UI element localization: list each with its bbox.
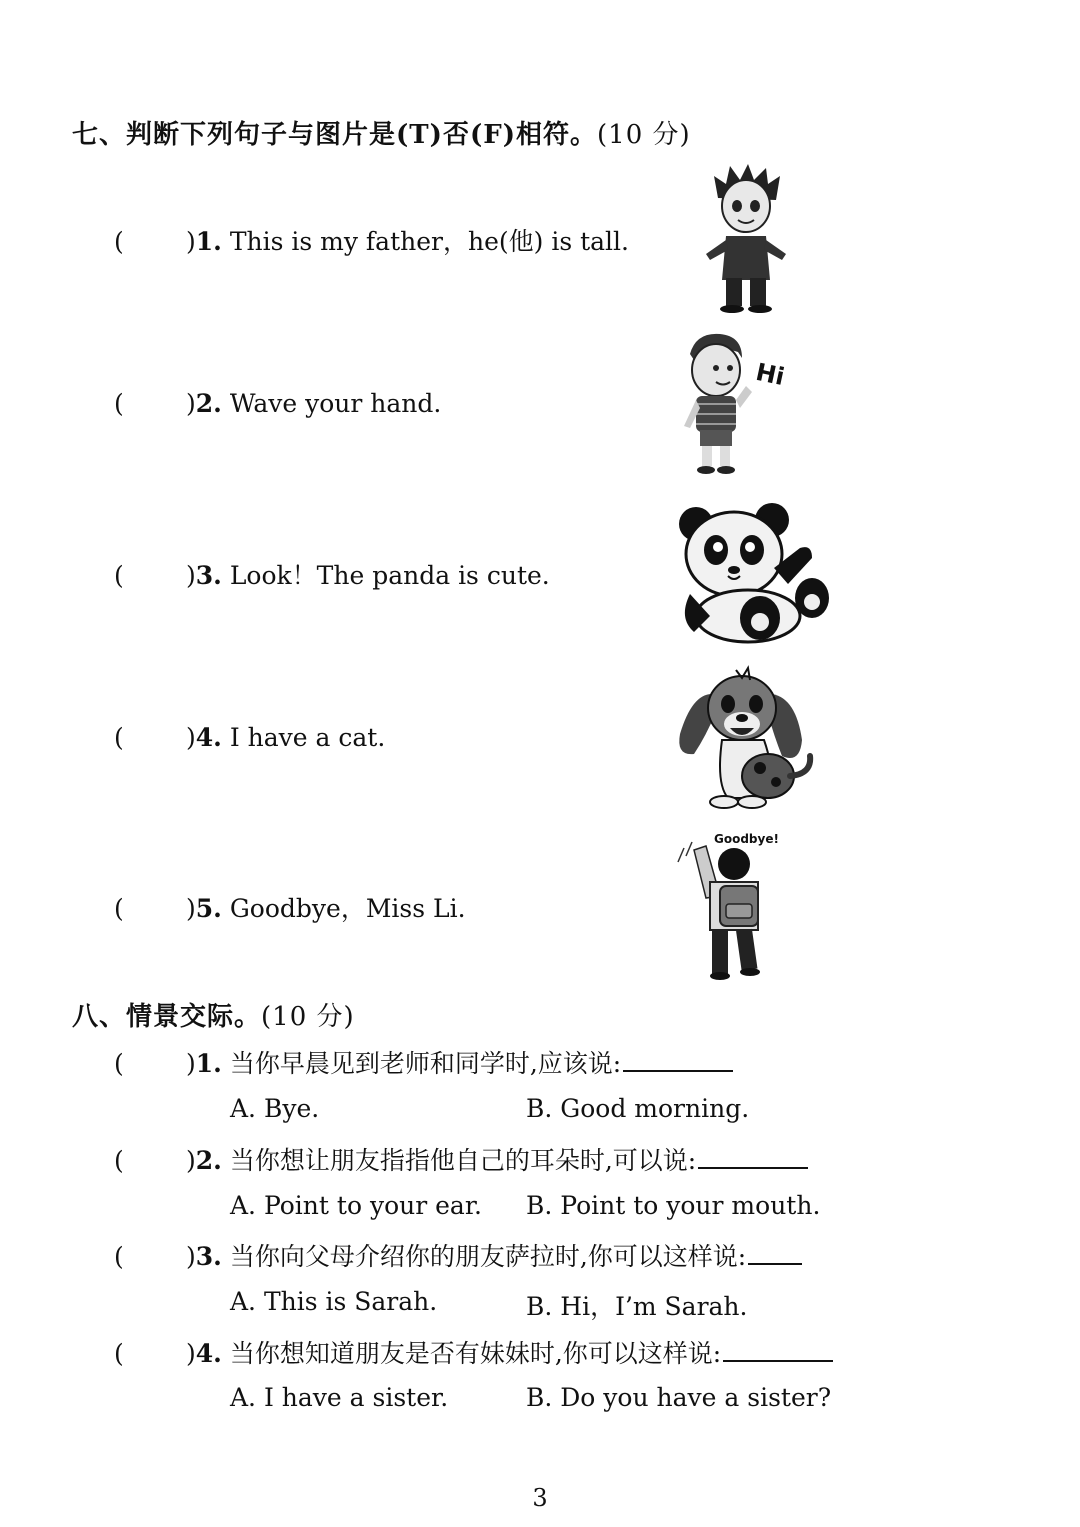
item-number: 4. — [195, 1339, 222, 1368]
answer-blank-close: ) — [186, 1049, 196, 1078]
answer-blank-open[interactable]: ( — [114, 894, 124, 923]
section7-points: (10 分) — [597, 120, 691, 150]
option-b: B. Hi，I’m Sarah. — [526, 1292, 748, 1321]
answer-blank-open[interactable]: ( — [114, 723, 124, 752]
option-b: B. Point to your mouth. — [526, 1191, 821, 1220]
judge-item-4 — [114, 723, 385, 752]
answer-blank-close: ) — [186, 1242, 196, 1271]
judge-item-5 — [114, 889, 466, 925]
judge-item-3 — [114, 556, 550, 592]
section7-heading — [72, 114, 691, 151]
option-b: B. Do you have a sister? — [526, 1383, 832, 1412]
item-number: 4. — [195, 723, 222, 752]
dialogue-item-3 — [114, 1237, 802, 1273]
item-number: 1. — [195, 1049, 222, 1078]
item-text: I have a cat. — [229, 723, 386, 752]
answer-blank-close: ) — [186, 894, 196, 923]
dialogue-item-2 — [114, 1141, 808, 1177]
option-a: A. I have a sister. — [230, 1383, 449, 1412]
option-a: A. Bye. — [230, 1094, 320, 1123]
answer-blank-open[interactable]: ( — [114, 561, 124, 590]
item-number: 3. — [195, 561, 222, 590]
answer-blank-open[interactable]: ( — [114, 1146, 124, 1175]
section7-title: 七、判断下列句子与图片是(T)否(F)相符。 — [72, 120, 598, 150]
tall-boy-icon — [696, 162, 796, 314]
option-b: B. Good morning. — [526, 1094, 750, 1123]
dialogue-item-4 — [114, 1334, 833, 1370]
item-text: This is my father，he(他) is tall. — [229, 227, 629, 256]
answer-line[interactable] — [623, 1048, 733, 1072]
page-number: 3 — [532, 1484, 548, 1512]
answer-blank-close: ) — [186, 561, 196, 590]
child-waving-goodbye-icon — [672, 826, 792, 982]
item-prompt: 当你想让朋友指指他自己的耳朵时,可以说: — [229, 1146, 697, 1175]
item-text: Goodbye，Miss Li. — [229, 894, 466, 923]
section8-heading — [72, 996, 355, 1033]
answer-blank-close: ) — [186, 389, 196, 418]
boy-saying-hi-icon — [676, 330, 796, 478]
answer-line[interactable] — [748, 1241, 802, 1265]
answer-line[interactable] — [698, 1145, 808, 1169]
item-number: 2. — [195, 389, 222, 418]
item-number: 1. — [195, 227, 222, 256]
answer-blank-close: ) — [186, 1146, 196, 1175]
answer-line[interactable] — [723, 1338, 833, 1362]
item-text: Look！The panda is cute. — [229, 561, 550, 590]
judge-item-1 — [114, 222, 629, 258]
item-prompt: 当你想知道朋友是否有妹妹时,你可以这样说: — [229, 1339, 722, 1368]
goodbye-bubble-text: Goodbye! — [714, 832, 779, 846]
item-text: Wave your hand. — [229, 389, 442, 418]
answer-blank-close: ) — [186, 723, 196, 752]
item-number: 3. — [195, 1242, 222, 1271]
hi-bubble-text: Hi — [753, 357, 787, 392]
answer-blank-open[interactable]: ( — [114, 1049, 124, 1078]
section8-points: (10 分) — [261, 1002, 355, 1032]
answer-blank-open[interactable]: ( — [114, 227, 124, 256]
dog-icon — [672, 664, 822, 812]
item-prompt: 当你早晨见到老师和同学时,应该说: — [229, 1049, 622, 1078]
panda-icon — [676, 498, 832, 644]
item-prompt: 当你向父母介绍你的朋友萨拉时,你可以这样说: — [229, 1242, 747, 1271]
answer-blank-open[interactable]: ( — [114, 389, 124, 418]
dialogue-item-1 — [114, 1044, 733, 1080]
answer-blank-close: ) — [186, 1339, 196, 1368]
item-number: 5. — [195, 894, 222, 923]
answer-blank-open[interactable]: ( — [114, 1242, 124, 1271]
answer-blank-open[interactable]: ( — [114, 1339, 124, 1368]
item-number: 2. — [195, 1146, 222, 1175]
option-a: A. This is Sarah. — [230, 1287, 438, 1316]
judge-item-2 — [114, 389, 441, 418]
section8-title: 八、情景交际。 — [72, 1002, 262, 1032]
option-a: A. Point to your ear. — [230, 1191, 482, 1220]
answer-blank-close: ) — [186, 227, 196, 256]
